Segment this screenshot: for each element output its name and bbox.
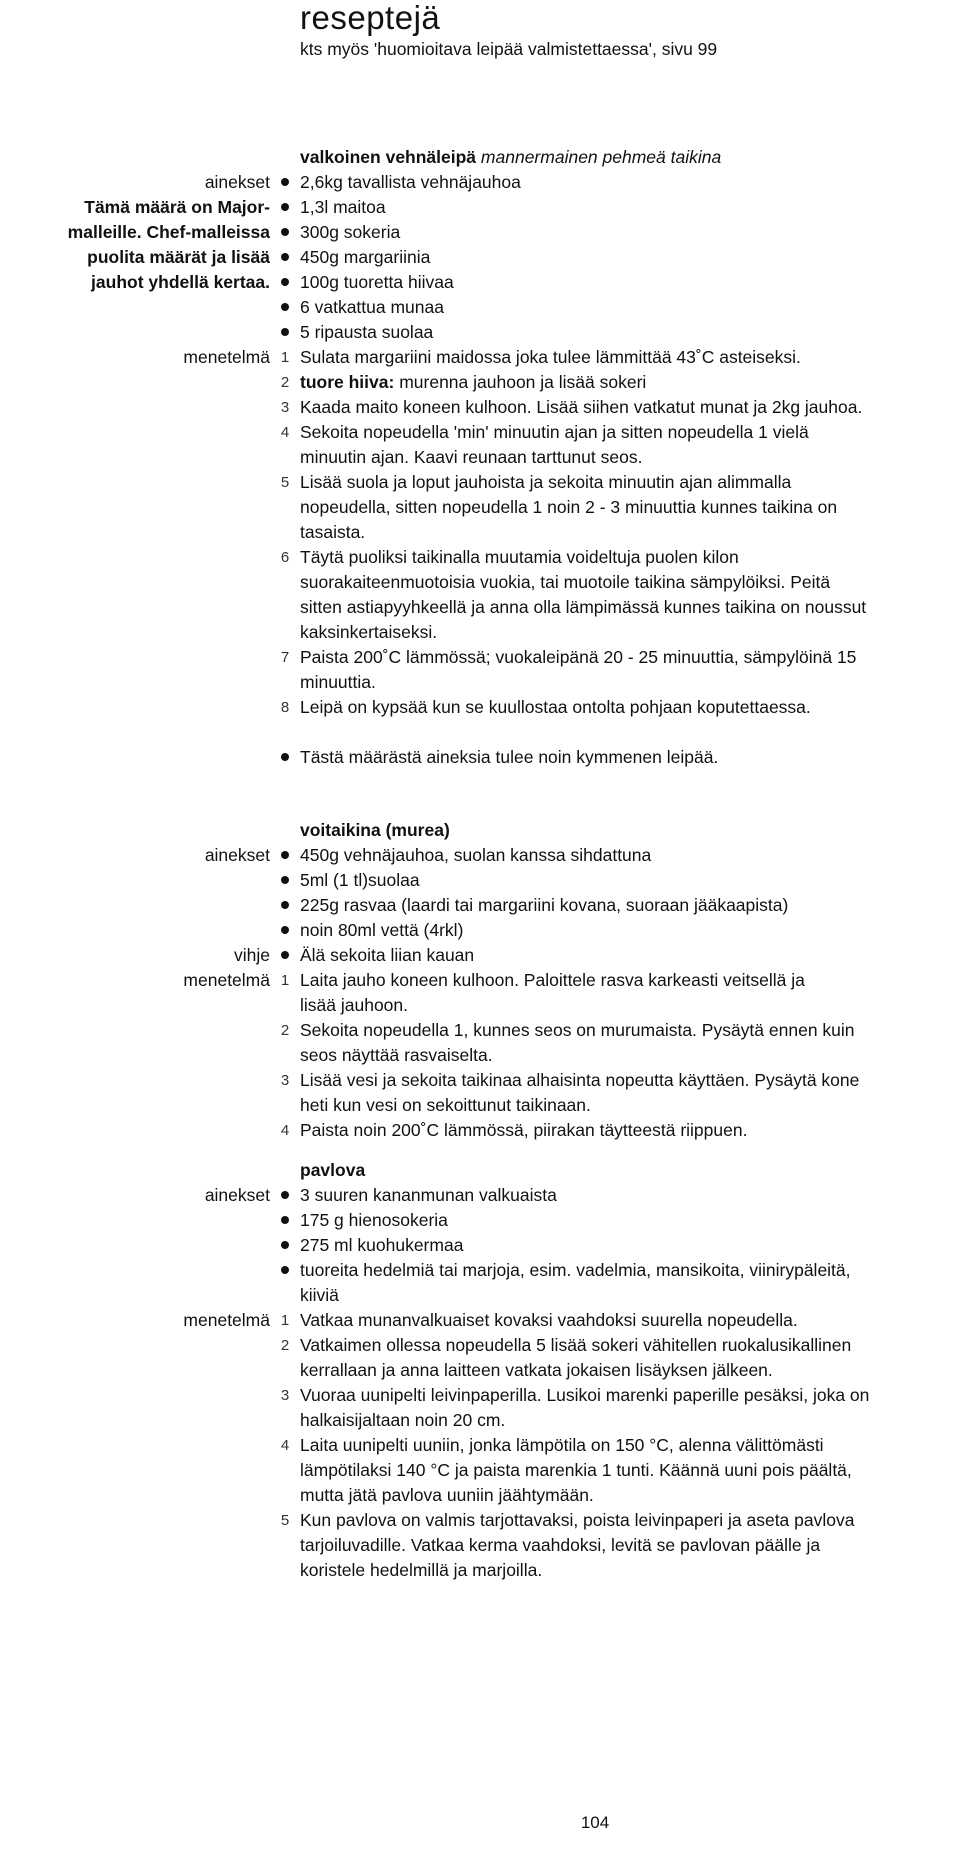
step-text: Sekoita nopeudella 'min' minuutin ajan ja sitten nopeudella 1 vielä [300,422,809,442]
step-text: Paista 200˚C lämmössä; vuokaleipänä 20 - 25 minuuttia, sämpylöinä 15 [300,647,857,667]
method-step [0,1383,960,1408]
step-text: tarjoiluvadille. Vatkaa kerma vaahdoksi, levitä se pavlovan päälle ja [300,1535,821,1555]
ingredient-row [0,245,960,270]
step-text: suorakaiteenmuotoisia vuokia, tai muotoile taikina sämpylöiksi. Peitä [300,572,831,592]
bullet-icon [281,876,289,884]
recipe-title-row [0,818,960,843]
step-text: Kun pavlova on valmis tarjottavaksi, poista leivinpaperi ja aseta pavlova [300,1510,855,1530]
ingredient-item: 225g rasvaa (laardi tai margariini kovana, suoraan jääkaapista) [300,895,789,915]
step-text: Vatkaa munanvalkuaiset kovaksi vaahdoksi suurella nopeudella. [300,1310,798,1330]
bullet-icon [281,1266,289,1274]
step-number: 5 [280,1512,290,1529]
step-number: 5 [280,474,290,491]
ingredient-item: 450g vehnäjauhoa, suolan kanssa sihdattuna [300,845,652,865]
method-step [0,545,960,570]
step-number: 8 [280,699,290,716]
method-step [0,1333,960,1358]
ingredient-item: kiiviä [300,1285,339,1305]
ingredient-row [0,1183,960,1208]
step-text: Vatkaimen ollessa nopeudella 5 lisää sokeri vähitellen ruokalusikallinen [300,1335,852,1355]
step-text: Laita uunipelti uuniin, jonka lämpötila on 150 °C, alenna välittömästi [300,1435,824,1455]
ingredient-item: noin 80ml vettä (4rkl) [300,920,464,940]
step-text: Vuoraa uunipelti leivinpaperilla. Lusikoi marenki paperille pesäksi, joka on [300,1385,870,1405]
method-step [0,1018,960,1043]
step-text: sitten astiapyyhkeellä ja anna olla lämpimässä kunnes taikina on noussut [300,597,867,617]
step-number: 2 [280,1337,290,1354]
ingredient-item: 3 suuren kananmunan valkuaista [300,1185,557,1205]
step-text: kerrallaan ja anna laitteen vatkata jokaisen lisäyksen jälkeen. [300,1360,773,1380]
ingredient-item: 275 ml kuohukermaa [300,1235,464,1255]
step-text: Sulata margariini maidossa joka tulee lämmittää 43˚C asteiseksi. [300,347,801,367]
recipe-valkoinen-vehnaleipa [0,145,960,770]
ingredient-item: 300g sokeria [300,222,401,242]
bullet-icon [281,753,289,761]
step-text: koristele hedelmillä ja marjoilla. [300,1560,543,1580]
ingredient-row [0,320,960,345]
step-number: 1 [280,972,290,989]
step-text: Leipä on kypsää kun se kuullostaa ontolta pohjaan koputettaessa. [300,697,811,717]
method-label: menetelmä [183,347,270,367]
recipe-title: valkoinen vehnäleipä [300,147,477,167]
page-title: reseptejä [300,0,441,36]
method-step [0,968,960,993]
bullet-icon [281,178,289,186]
step-number: 1 [280,1312,290,1329]
ingredient-row [0,220,960,245]
step-text: heti kun vesi on sekoittunut taikinaan. [300,1095,591,1115]
yield-text: Tästä määrästä aineksia tulee noin kymmenen leipää. [300,747,719,767]
tip-text: Älä sekoita liian kauan [300,945,475,965]
step-number: 7 [280,649,290,666]
bullet-icon [281,951,289,959]
step-number: 2 [280,374,290,391]
step-text: murenna jauhoon ja lisää sokeri [399,372,647,392]
ingredient-row [0,1208,960,1233]
step-text: lisää jauhoon. [300,995,408,1015]
step-number: 3 [280,1072,290,1089]
bullet-icon [281,1241,289,1249]
step-number: 2 [280,1022,290,1039]
method-label: menetelmä [183,1310,270,1330]
ingredient-row [0,868,960,893]
step-number: 4 [280,1437,290,1454]
ingredient-item: 2,6kg tavallista vehnäjauhoa [300,172,521,192]
ingredient-row [0,170,960,195]
ingredient-row [0,918,960,943]
bullet-icon [281,328,289,336]
bullet-icon [281,228,289,236]
ingredient-item: 450g margariinia [300,247,431,267]
recipe-title-row [0,145,960,170]
method-step [0,645,960,670]
bullet-icon [281,203,289,211]
step-number: 4 [280,1122,290,1139]
recipe-title: pavlova [300,1160,366,1180]
note-line: jauhot yhdellä kertaa. [91,272,270,292]
recipe-title: voitaikina (murea) [300,820,450,840]
method-step [0,470,960,495]
bullet-icon [281,303,289,311]
method-step [0,1068,960,1093]
step-number: 3 [280,1387,290,1404]
method-step [0,345,960,370]
step-text: Kaada maito koneen kulhoon. Lisää siihen vatkatut munat ja 2kg jauhoa. [300,397,863,417]
method-step [0,420,960,445]
ingredient-item: 175 g hienosokeria [300,1210,448,1230]
bullet-icon [281,901,289,909]
ingredient-row [0,893,960,918]
ingredient-item: tuoreita hedelmiä tai marjoja, esim. vadelmia, mansikoita, viinirypäleitä, [300,1260,851,1280]
step-text: tasaista. [300,522,366,542]
step-bold-text: tuore hiiva: [300,372,395,392]
note-line: Tämä määrä on Major- [84,197,270,217]
method-step [0,1433,960,1458]
ingredient-item: 100g tuoretta hiivaa [300,272,454,292]
step-text: Lisää vesi ja sekoita taikinaa alhaisinta nopeutta käyttäen. Pysäytä kone [300,1070,860,1090]
ingredients-label: ainekset [204,845,270,865]
step-text: minuutin ajan. Kaavi reunaan tarttunut seos. [300,447,643,467]
method-step [0,1308,960,1333]
step-number: 3 [280,399,290,416]
method-step [0,370,960,395]
step-number: 1 [280,349,290,366]
note-line: malleille. Chef-malleissa [67,222,270,242]
recipe-voitaikina [0,818,960,1143]
tip-row [0,943,960,968]
ingredient-item: 1,3l maitoa [300,197,386,217]
recipe-subtitle: mannermainen pehmeä taikina [480,147,722,167]
method-label: menetelmä [183,970,270,990]
bullet-icon [281,851,289,859]
page-subtitle: kts myös 'huomioitava leipää valmistettaessa', sivu 99 [300,39,718,59]
recipe-pavlova [0,1158,960,1583]
note-line: puolita määrät ja lisää [87,247,270,267]
step-text: Täytä puoliksi taikinalla muutamia voideltuja puolen kilon [300,547,739,567]
ingredients-label: ainekset [204,1185,270,1205]
step-text: Paista noin 200˚C lämmössä, piirakan täytteestä riippuen. [300,1120,748,1140]
method-step [0,395,960,420]
bullet-icon [281,253,289,261]
step-text: Laita jauho koneen kulhoon. Paloittele rasva karkeasti veitsellä ja [300,970,805,990]
step-number: 4 [280,424,290,441]
ingredient-row [0,195,960,220]
ingredient-row [0,295,960,320]
recipe-title-row [0,1158,960,1183]
ingredient-row [0,270,960,295]
method-step [0,695,960,720]
ingredient-item: 5 ripausta suolaa [300,322,434,342]
step-text: nopeudella, sitten nopeudella 1 noin 2 - 3 minuuttia kunnes taikina on [300,497,838,517]
method-step [0,1118,960,1143]
step-text: halkaisijaltaan noin 20 cm. [300,1410,506,1430]
step-text: mutta jätä pavlova uuniin jäähtymään. [300,1485,594,1505]
step-text: Lisää suola ja loput jauhoista ja sekoita minuutin ajan alimmalla [300,472,792,492]
yield-note [0,745,960,770]
bullet-icon [281,1191,289,1199]
ingredient-row [0,843,960,868]
step-text: minuuttia. [300,672,376,692]
bullet-icon [281,1216,289,1224]
step-text: kaksinkertaiseksi. [300,622,438,642]
bullet-icon [281,278,289,286]
step-text: Sekoita nopeudella 1, kunnes seos on murumaista. Pysäytä ennen kuin [300,1020,855,1040]
ingredient-row [0,1233,960,1258]
ingredient-item: 6 vatkattua munaa [300,297,444,317]
ingredient-row [0,1258,960,1283]
page-number: 104 [580,1813,610,1832]
step-text: lämpötilaksi 140 °C ja paista marenkia 1 tunti. Käännä uuni pois päältä, [300,1460,852,1480]
bullet-icon [281,926,289,934]
ingredient-item: 5ml (1 tl)suolaa [300,870,420,890]
step-text: seos näyttää rasvaiselta. [300,1045,493,1065]
step-number: 6 [280,549,290,566]
method-step [0,1508,960,1533]
ingredients-label: ainekset [204,172,270,192]
tip-label: vihje [234,945,270,965]
